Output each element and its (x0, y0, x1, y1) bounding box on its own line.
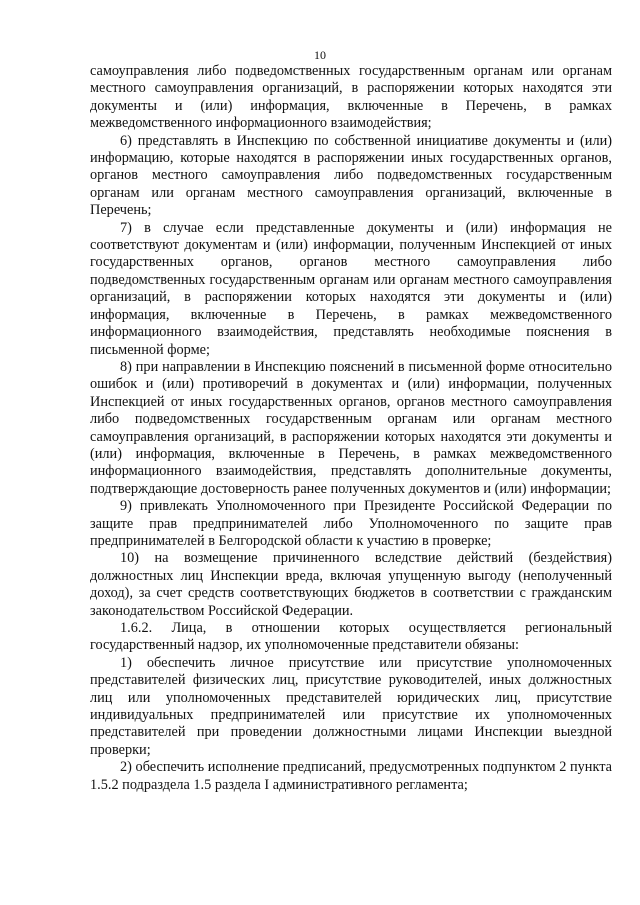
paragraph-duty-2: 2) обеспечить исполнение предписаний, предусмотренных подпунктом 2 пункта 1.5.2 подраздела 1.5 раздела I административного регламента; (90, 759, 612, 793)
paragraph-item-6: 6) представлять в Инспекцию по собственной инициативе документы и (или) информацию, которые находятся в распоряжении иных государственных органов, органов местного самоуправления либо подведомственных государственным органам или органам местного самоуправления организаций, включенные в Перечень; (90, 132, 612, 219)
paragraph-duty-1: 1) обеспечить личное присутствие или присутствие уполномоченных представителей физических лиц, присутствие руководителей, иных должностных лиц или уполномоченных представителей юридических лиц, присутствие индивидуальных предпринимателей или присутствие их уполномоченных представителей при проведении должностными лицами Инспекции выездной проверки; (90, 654, 612, 758)
paragraph-item-7: 7) в случае если представленные документы и (или) информация не соответствуют документам и (или) информации, полученным Инспекцией от иных государственных органов, органов местного самоуправления либо подведомственных государственным органам или органам местного самоуправления организаций, в распоряжении которых находятся эти документы и (или) информация, включенные в Перечень, в рамках межведомственного информационного взаимодействия, представлять необходимые пояснения в письменной форме; (90, 219, 612, 358)
paragraph-section-1-6-2: 1.6.2. Лица, в отношении которых осуществляется региональный государственный надзор, их уполномоченные представители обязаны: (90, 620, 612, 654)
document-body (90, 63, 612, 794)
paragraph-item-9: 9) привлекать Уполномоченного при Президенте Российской Федерации по защите прав предпринимателей либо Уполномоченного по защите прав предпринимателей в Белгородской области к участию в проверке; (90, 498, 612, 549)
paragraph-continuation: самоуправления либо подведомственных государственным органам или органам местного самоуправления организаций, в распоряжении которых находятся эти документы и (или) информация, включенные в Перечень, в рамках межведомственного информационного взаимодействия; (90, 63, 612, 132)
page-number: 10 (314, 48, 326, 62)
paragraph-item-10: 10) на возмещение причиненного вследствие действий (бездействия) должностных лиц Инспекции вреда, включая упущенную выгоду (неполученный доход), за счет средств соответствующих бюджетов в соответствии с гражданским законодательством Российской Федерации. (90, 550, 612, 619)
paragraph-item-8: 8) при направлении в Инспекцию пояснений в письменной форме относительно ошибок и (или) противоречий в документах и (или) информации, полученных Инспекцией от иных государственных органов, органов местного самоуправления либо подведомственных государственным органам или органам местного самоуправления организаций, в распоряжении которых находятся эти документы и (или) информация, включенные в Перечень, в рамках межведомственного информационного взаимодействия, представлять дополнительные документы, подтверждающие достоверность ранее полученных документов и (или) информации; (90, 358, 612, 497)
